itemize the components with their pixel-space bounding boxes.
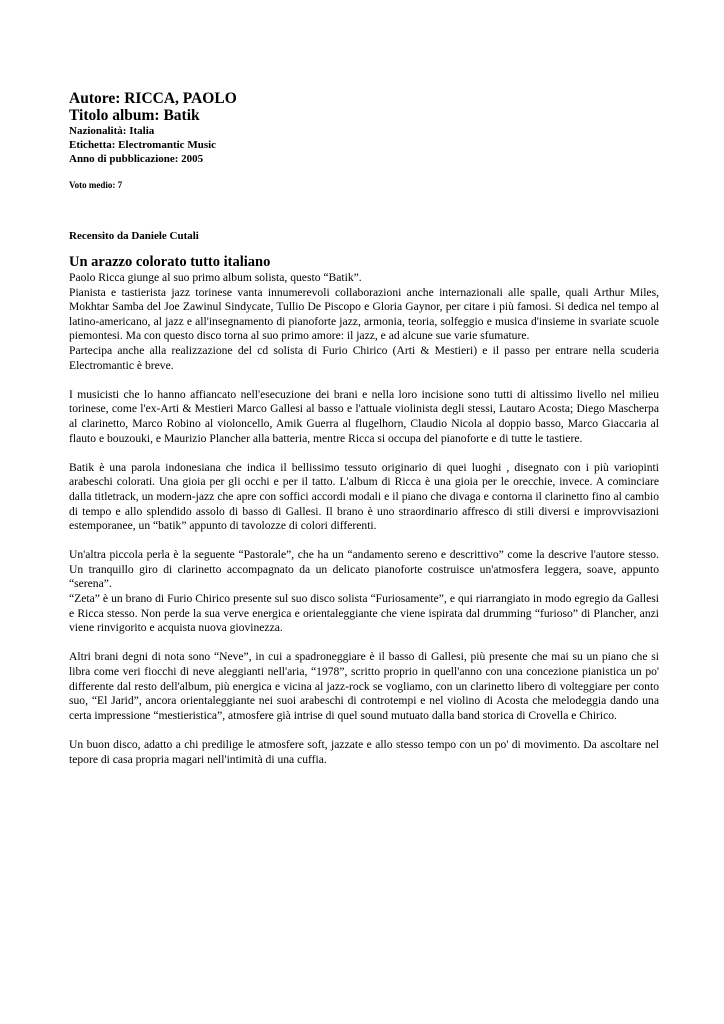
paragraph-line: “Zeta” è un brano di Furio Chirico presente sul suo disco solista “Furiosamente”, e qui riarrangiato in modo egregio da Gallesi e Ricca stesso. Non perde la sua verve energica e orientaleggiante che viene ispirata dal drumming “furioso” di Plancher, anzi viene rinvigorito e acquista nuova giovinezza.	[69, 592, 659, 635]
review-paragraph-3	[69, 461, 659, 534]
label-line: Etichetta: Electromantic Music	[69, 139, 217, 151]
paragraph-line: Pianista e tastierista jazz torinese vanta innumerevoli collaborazioni anche internazionali alle spalle, quali Arthur Miles, Mokhtar Samba del Joe Zawinul Sindycate, Tullio De Piscopo e Gloria Gaynor, per citare i più famosi. Si dedica nel tempo al latino-americano, al jazz e all'insegnamento di pianoforte jazz, armonia, teoria, solfeggio e musica d'insieme in svariate scuole piemontesi. Ma con questo disco torna al suo primo amore: il jazz, e ad alcune sue varie sfumature.	[69, 285, 659, 343]
review-body	[69, 271, 659, 767]
paragraph-line: Paolo Ricca giunge al suo primo album solista, questo “Batik”.	[69, 271, 362, 284]
review-title: Un arazzo colorato tutto italiano	[69, 254, 271, 270]
review-paragraph-4	[69, 548, 659, 636]
album-metadata	[69, 90, 659, 191]
paragraph-line: Altri brani degni di nota sono “Neve”, in cui a spadroneggiare è il basso di Gallesi, più presente che mai su un piano che si libra come veri fiocchi di neve aleggianti nell'aria, “1978”, scritto proprio in quell'anno con una concezione pianistica un po' differente dal resto dell'album, più energica e vicina al jazz-rock se vogliamo, con un clarinetto libero di volteggiare per conto suo, “El Jarid”, ancora orientaleggiante nei suoi arabeschi di controtempi e nel violino di Acosta che melodeggia dando una certa impressione “mestieristica”, atmosfere già intrise di quel sound mutuato dalla band storica di Crovella e Chirico.	[69, 650, 659, 722]
paragraph-line: Un'altra piccola perla è la seguente “Pastorale”, che ha un “andamento sereno e descrittivo” come la descrive l'autore stesso. Un tranquillo giro di clarinetto accompagnato da un delicato pianoforte costruisce un'atmosfera leggera, soave, appunto “serena”.	[69, 548, 659, 591]
review-paragraph-2	[69, 388, 659, 446]
review-paragraph-6	[69, 738, 659, 767]
reviewer-line: Recensito da Daniele Cutali	[69, 230, 199, 242]
document-page	[69, 90, 659, 782]
paragraph-line: Batik è una parola indonesiana che indica il bellissimo tessuto originario di quei luoghi , disegnato con i più variopinti arabeschi colorati. Una gioia per gli occhi e per il tatto. L'album di Ricca è una gioia per le orecchie, invece. A cominciare dalla titletrack, un modern-jazz che apre con soffici accordi modali e il piano che divaga e contorna il clarinetto fino al cambio di tempo e allo splendido assolo di basso di Gallesi. Il brano è uno straordinario affresco di stili diversi e improvvisazioni estemporanee, un “batik” appunto di tavolozze di colori differenti.	[69, 460, 659, 533]
nationality-line: Nazionalità: Italia	[69, 125, 155, 137]
review-paragraph-1	[69, 271, 659, 373]
paragraph-line: Partecipa anche alla realizzazione del cd solista di Furio Chirico (Arti & Mestieri) e il passo per entrare nella scuderia Electromantic è breve.	[69, 343, 659, 372]
average-vote: Voto medio: 7	[69, 180, 123, 190]
author-heading: Autore: RICCA, PAOLO	[69, 90, 237, 107]
review-paragraph-5	[69, 650, 659, 723]
year-line: Anno di pubblicazione: 2005	[69, 153, 204, 165]
paragraph-line: I musicisti che lo hanno affiancato nell'esecuzione dei brani e nella loro incisione sono tutti di altissimo livello nel milieu torinese, come l'ex-Arti & Mestieri Marco Gallesi al basso e l'attuale violinista degli stessi, Lautaro Acosta; Diego Mascherpa al clarinetto, Marco Robino al violoncello, Amik Guerra al flugelhorn, Claudio Nicola al doppio basso, Marco Giaccaria al flauto e bouzouki, e Maurizio Plancher alla batteria, mentre Ricca si occupa del pianoforte e di tutte le tastiere.	[69, 387, 659, 445]
paragraph-line: Un buon disco, adatto a chi predilige le atmosfere soft, jazzate e allo stesso tempo con un po' di movimento. Da ascoltare nel tepore di casa propria magari nell'intimità di una cuffia.	[69, 738, 659, 766]
album-title-heading: Titolo album: Batik	[69, 107, 200, 124]
